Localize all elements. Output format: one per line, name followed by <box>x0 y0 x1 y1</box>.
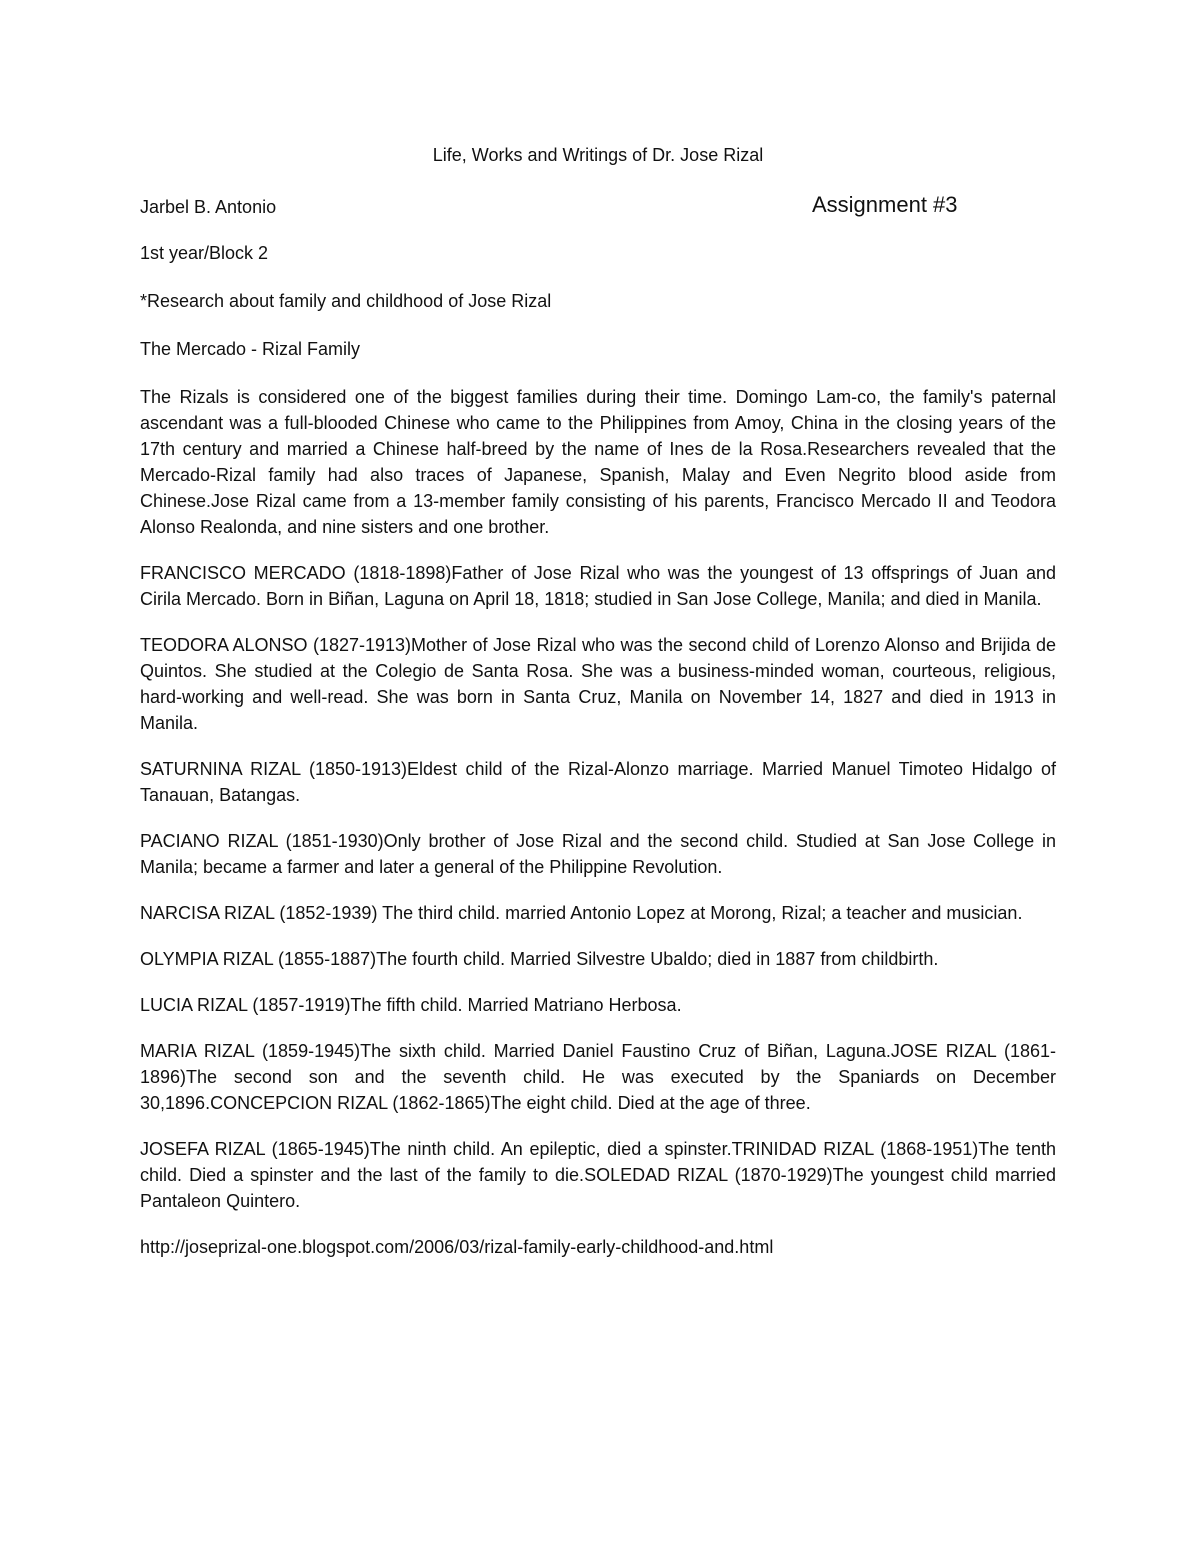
paragraph-teodora: TEODORA ALONSO (1827-1913)Mother of Jose Rizal who was the second child of Lorenzo Alonso and Brijida de Quintos. She studied at the Colegio de Santa Rosa. She was a business-minded woman, courteous, religious, hard-working and well-read. She was born in Santa Cruz, Manila on November 14, 1827 and died in 1913 in Manila. <box>140 635 1056 733</box>
paragraph-paciano: PACIANO RIZAL (1851-1930)Only brother of Jose Rizal and the second child. Studied at San Jose College in Manila; became a farmer and later a general of the Philippine Revolution. <box>140 831 1056 877</box>
document-title: Life, Works and Writings of Dr. Jose Rizal <box>432 145 764 165</box>
paragraph-francisco: FRANCISCO MERCADO (1818-1898)Father of Jose Rizal who was the youngest of 13 offsprings of Juan and Cirila Mercado. Born in Biñan, Laguna on April 18, 1818; studied in San Jose College, Manila; and died in Manila. <box>140 563 1056 609</box>
year-block: 1st year/Block 2 <box>140 243 269 263</box>
assignment-label: Assignment #3 <box>812 192 958 217</box>
paragraph-maria-jose-concepcion: MARIA RIZAL (1859-1945)The sixth child. Married Daniel Faustino Cruz of Biñan, Laguna.JOSE RIZAL (1861-1896)The second son and the seventh child. He was executed by the Spaniards on December 30,1896.CONCEPCION RIZAL (1862-1865)The eight child. Died at the age of three. <box>140 1041 1056 1113</box>
paragraph-josefa-trinidad-soledad: JOSEFA RIZAL (1865-1945)The ninth child. An epileptic, died a spinster.TRINIDAD RIZAL (1868-1951)The tenth child. Died a spinster and the last of the family to die.SOLEDAD RIZAL (1870-1929)The youngest child married Pantaleon Quintero. <box>140 1139 1056 1211</box>
paragraph-olympia: OLYMPIA RIZAL (1855-1887)The fourth child. Married Silvestre Ubaldo; died in 1887 from childbirth. <box>140 949 939 969</box>
author-name: Jarbel B. Antonio <box>140 197 277 217</box>
document-body <box>140 142 1056 1260</box>
source-url: http://joseprizal-one.blogspot.com/2006/03/rizal-family-early-childhood-and.html <box>140 1237 774 1257</box>
author-row <box>140 190 1056 220</box>
paragraph-lucia: LUCIA RIZAL (1857-1919)The fifth child. Married Matriano Herbosa. <box>140 995 682 1015</box>
task-description: *Research about family and childhood of Jose Rizal <box>140 291 552 311</box>
section-heading: The Mercado - Rizal Family <box>140 339 361 359</box>
paragraph-narcisa: NARCISA RIZAL (1852-1939) The third child. married Antonio Lopez at Morong, Rizal; a teacher and musician. <box>140 903 1023 923</box>
paragraph-saturnina: SATURNINA RIZAL (1850-1913)Eldest child of the Rizal-Alonzo marriage. Married Manuel Timoteo Hidalgo of Tanauan, Batangas. <box>140 759 1056 805</box>
paragraph-intro: The Rizals is considered one of the biggest families during their time. Domingo Lam-co, the family's paternal ascendant was a full-blooded Chinese who came to the Philippines from Amoy, China in the closing years of the 17th century and married a Chinese half-breed by the name of Ines de la Rosa.Researchers revealed that the Mercado-Rizal family had also traces of Japanese, Spanish, Malay and Even Negrito blood aside from Chinese.Jose Rizal came from a 13-member family consisting of his parents, Francisco Mercado II and Teodora Alonso Realonda, and nine sisters and one brother. <box>140 387 1056 537</box>
